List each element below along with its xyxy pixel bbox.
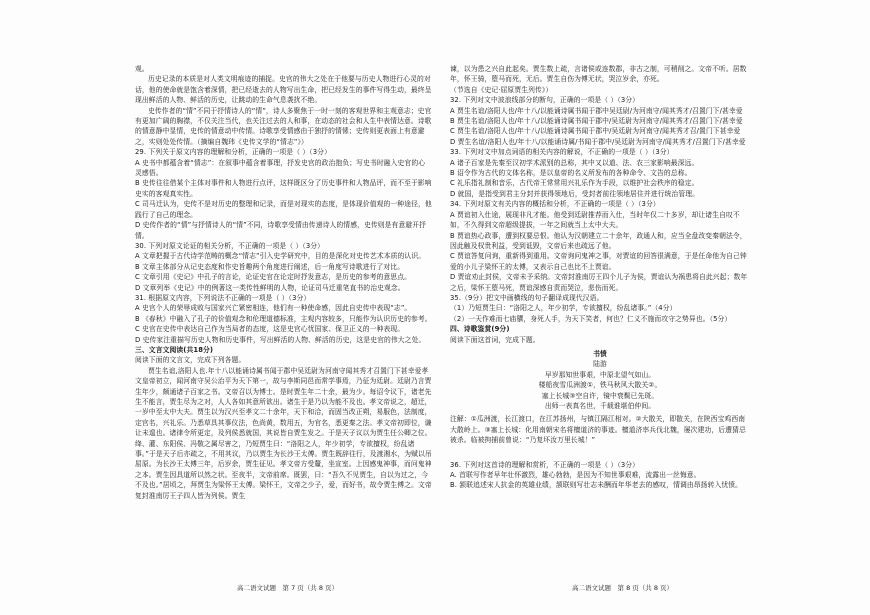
paragraph: 四、诗歌鉴赏(9分) [450, 325, 510, 334]
paragraph: B 文章主体部分从记史态度和作史旨趣两个角度进行阐述，后一角度写诗歌进行了对比。 [135, 262, 405, 271]
left-page-column [135, 64, 432, 501]
paragraph: 33. 下列对文中加点词语的相关内容的解说，不正确的一项是（ ）（3分） [450, 148, 674, 157]
paragraph: D 史传作者的“情”与抒情诗人的“情”不同，诗歌享受情由传递诗人的情感，史传则是有意避开抒情。 [135, 221, 427, 240]
paragraph: D 贾生名谊/洛阳人也/年十八/以能诵诗属/书闻于郡中/吴廷尉为河南守/闻其秀才/召置门下/甚幸爱 [450, 137, 746, 146]
paragraph: 三、文言文阅读(共18分) [135, 345, 214, 354]
paragraph: （节选自《史记·屈原贾生列传》） [450, 85, 553, 94]
page-footer-right: 高二语文试题 第 8 页（共 8 页） [572, 584, 674, 592]
paragraph: 36. 下列对这首诗的理解和赏析，不正确的一项是（ ）（3分） [450, 460, 640, 469]
poem-notes: 注解：①瓜洲渡，长江渡口，在江苏扬州，与镇江隔江相对。②大散关，即散关，在陕西宝鸡西南大散岭上。③塞上长城：化用南朝宋名将檀道济的事迹。檀道济率兵伐北魏，屡次建功，后遭猜忌被杀。临被拘捕前曾说：“乃复坏汝万里长城！” [450, 415, 746, 445]
poem-line: 楼船夜雪瓜洲渡①，铁马秋风大散关②。 [538, 381, 662, 390]
poem-block [450, 349, 750, 411]
paragraph: C 史官在史传中表达自己作为当局者的态度，这是史官心忧国家、保卫正义的一种表现。 [135, 325, 405, 334]
paragraph: B 史传往往借某个主体对事件和人物进行点评，这样既区分了历史事件和人物品评，而不至于影响史实的客观真实性。 [135, 179, 432, 198]
paragraph: 谏，以为患之兴自此起矣。贾生数上疏，言诸侯或连数郡，非古之制，可稍削之。文帝不听。居数年，怀王骑，堕马而死，无后。贾生自伤为傅无状，哭泣岁余，亦死。 [450, 65, 747, 84]
paragraph: A 贾生名谊/洛阳人也/年十八/以能诵诗属书闻于郡中吴廷尉/为河南守/闻其秀才/召置门下/甚幸爱 [450, 106, 743, 115]
poem-line: 塞上长城③空自许，镜中衰鬓已先斑。 [541, 391, 659, 400]
paragraph: B 贾谊热心政事，遭到权要忌恨。他认为汉朝建立二十余年，政通人和，应当全盘改变秦朝法令，因此触及权贵利益，受到诋毁，文帝后来也疏远了他。 [450, 231, 747, 250]
paragraph: 阅读下面的文言文，完成下列各题。 [135, 356, 246, 365]
paragraph: A. 首联写作者早年壮怀激烈，雄心勃勃，是因为不知世事艰难，流露出一丝悔意。 [450, 471, 701, 480]
paragraph: C 礼乐指礼制和音乐，古代帝王常常用兴礼乐作为手段，以维护社会秩序的稳定。 [450, 179, 699, 188]
paragraph: C 司马迁认为，史传不是对历史的整理和记录，而是对现实的态度，是体现价值观的一种途径，他践行了自己的理念。 [135, 200, 432, 219]
paragraph: （1）乃短贾生曰：“洛阳之人，年少初学，专欲擅权，纷乱诸事。”（4分） [450, 304, 677, 313]
paragraph: 35.（9分）把文中画横线的句子翻译成现代汉语。 [450, 293, 604, 302]
paragraph: 历史记录的本质是对人类文明痕迹的捕捉。史官的伟大之处在于他要与历史人物进行心灵的对话，他的使命就是饱含着深情，把已经逝去的人物写出生命，把已经发生的事件写得生动，最终呈现出鲜活的人物、鲜活的历史，让跳动的生命气息袭扰不绝。 [135, 75, 432, 105]
right-paragraphs [450, 64, 750, 345]
right-page-column [450, 64, 750, 491]
paragraph: B 《春秋》中融入了孔子的价值观念和伦理道德标准，主观内容较多，只能作为认识历史的参考。 [135, 314, 432, 323]
paragraph: D 史传家注重描写历史人物和历史事件，写出鲜活的人物、鲜活的历史，这是史官的伟大之处。 [135, 335, 426, 344]
paragraph: C 贾谊答复问询，重新得到重用。文帝询问鬼神之事，对贾谊的回答很满意，于是任命他为自己钟爱的小儿子梁怀王的太傅，又表示自己也比不上贾谊。 [450, 252, 747, 271]
paragraph: B 诏令作为古代的文体名称，是以皇帝的名义所发布的各种命令、文告的总称。 [450, 169, 692, 178]
poem-line: 早岁那知世事艰，中原北望气如山。 [544, 370, 656, 379]
paragraph: C 文章引用《史记》中孔子的言论，论证史官在论定时抒发意志，是历史的参考的意思点。 [135, 273, 412, 282]
question-36 [450, 460, 750, 491]
paragraph: D 贾谊劝止封侯，文帝未予采纳。文帝封淮南厉王四个儿子为侯，贾谊认为祸患将自此兴起；数年之后，梁怀王堕马死，贾谊深感自责而哭泣，悲伤而死。 [450, 273, 748, 292]
paragraph: B. 颔联追述宋人抗金的英雄业绩，颔联则写壮志未酬而年华老去的感叹，情调由昂扬转入忧愤。 [450, 481, 743, 490]
paragraph: 史传作者的“情”不同于抒情诗人的“情”，诗人多聚焦于一时一刻的客观世界和主观意志；史官有更加广阔的胸襟，不仅关注当代，也关注过去的人和事，在动态的社会和人生中表情达意。诗歌的情意静中显情，史传的情意动中传情。诗歌享受情感由于独抒的情愫；史传则更表面上有意避之，实则处处传情。（摘编自魏玮《史传文学的“情志”》） [135, 106, 432, 146]
paragraph: C 贾生名谊/洛阳人也/年十八/以能诵诗属书闻于郡中/吴廷尉为河南守/闻其秀才召/置门下甚幸爱 [450, 127, 741, 136]
paragraph: 贾生名谊,洛阳人也.年十八以能诵诗属书闻于郡中吴廷尉为河南守闻其秀才召置门下甚幸爱孝文皇帝初立，闻河南守吴公治平为天下第一，故与李斯同邑而常学事焉，乃征为廷尉。廷尉乃言贾生年少，颇通诸子百家之书。文帝召以为博士。是时贾生年二十余，最为少。每诏令议下，诸老先生不能言，贾生尽为之对，人人各如其意所欲出。诸生于是乃以为能不及也。孝文帝说之，超迁，一岁中至太中大夫。贾生以为汉兴至孝文二十余年，天下和洽，而固当改正朔，易服色，法制度，定官名，兴礼乐。乃悉草具其事仪法，色尚黄，数用五，为官名，悉更秦之法。孝文帝初即位，谦让未遑也。诸律令所更定，及列侯悉就国，其说皆自贾生发之。于是天子议以为贾生任公卿之位。绛、灌、东阳侯、冯敬之属尽害之，乃短贾生曰：“洛阳之人，年少初学，专欲擅权，纷乱诸事。”于是天子后亦疏之，不用其议，乃以贾生为长沙王太傅。贾生既辞往行，及渡湘水，为赋以吊屈原。为长沙王太傅三年，后岁余，贾生征见。孝文帝方受釐，坐宣室。上因感鬼神事，而问鬼神之本。贾生因具道所以然之状。至夜半，文帝前席。既罢，曰：“吾久不见贾生，自以为过之，今不及也。”居顷之，拜贾生为梁怀王太傅。梁怀王，文帝之少子，爱，而好书，故令贾生傅之。文帝复封淮南厉王子四人皆为列侯。贾生 [135, 366, 432, 500]
poem-author: 陆游 [593, 360, 607, 369]
paragraph: 34. 下列对原文有关内容的概括和分析，不正确的一项是（ ）（3分） [450, 200, 660, 209]
paragraph: 29. 下列关于原文内容的理解和分析，正确的一项是（ ）（3分） [135, 148, 331, 157]
paragraph: 32. 下列对文中波浪线部分的断句，正确的一项是（ ）（3分） [450, 96, 640, 105]
paragraph: 31. 根据原文内容，下列说法不正确的一项是（ ）（3分） [135, 293, 311, 302]
paragraph: A 文章把握于古代诗学范畴的概念“情志”引入史学研究中，目的是深化对史传艺术本质的认识。 [135, 252, 426, 261]
poem-title: 书愤 [593, 349, 607, 358]
paragraph: A 诸子百家是先秦至汉初学术派别的总称，其中又以道、法、农三家影响最深远。 [450, 158, 699, 167]
paragraph: 阅读下面这首词，完成下题。 [450, 335, 540, 344]
poem-line: 出师一表真名世，千载谁堪伯仲间。 [544, 402, 656, 410]
paragraph: 观。 [135, 65, 149, 73]
paragraph: A 史书中都蕴含着“情志”：在叙事中蕴含着事理，抒发史官的政治抱负；写史书时融入史官的心灵感悟。 [135, 158, 426, 178]
paragraph: A 史官个人的荣辱成败与国家兴亡紧密相连，他们有一种使命感，因此自史传中表现“志”。 [135, 304, 412, 313]
paragraph: 30. 下列对原文论证的相关分析，不正确的一项是（ ）（3分） [135, 241, 325, 250]
paragraph: D 文章列举《史记》中的例著这一类传性鲜明的人物，论证司马迁重笔直书的治史观念。 [135, 283, 405, 292]
paragraph: （2）一天作难而七庙隳，身死人手，为天下笑者，何也？仁义不施而攻守之势异也。（5分） [450, 314, 732, 323]
page-footer-left: 高二语文试题 第 7 页（共 8 页） [237, 584, 339, 592]
paragraph: A 贾谊初入仕途，展现非凡才能。他受到廷尉推荐而入仕，当时年仅二十多岁，却让诸生自叹不如，不久得到文帝超级提拔，一年之间就当上太中大夫。 [450, 210, 740, 230]
paragraph: D 就国，是指受到君主分封并获得领地后，受封者前往领地居住并进行统治管理。 [450, 189, 699, 198]
paragraph: B 贾生名谊/洛阳人也/年十八/以能诵诗属书闻于郡中/吴廷尉为河南守/闻其秀才/召置门下/甚幸爱 [450, 117, 743, 126]
